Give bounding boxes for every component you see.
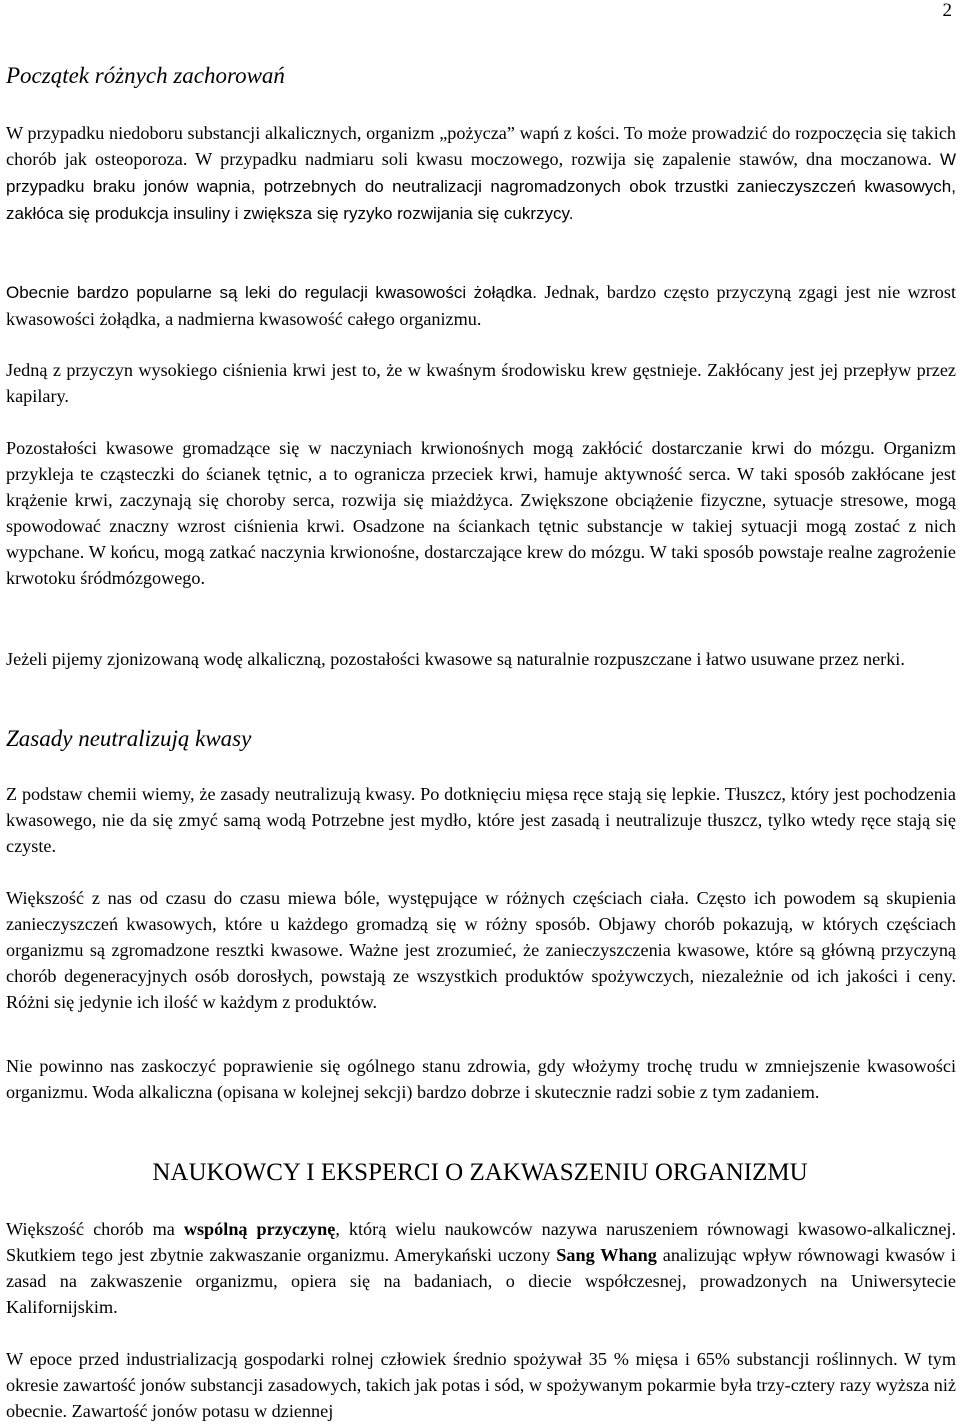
section-heading-diseases: Początek różnych zachorowań [6,63,285,88]
paragraph-calcium-sans: W przypadku braku jonów wapnia, potrzebnych do neutralizacji nagromadzonych obok trzustki zanieczyszczeń kwasowych, zakłóca się produkcja insuliny i zwiększa się ryzyko rozwijania się cukrzycy. [6,150,957,223]
paragraph-health: Nie powinno nas zaskoczyć poprawienie się ogólnego stanu zdrowia, gdy włożymy trochę trudu w zmniejszenie kwasowości organizmu. Woda alkaliczna (opisana w kolejnej sekcji) bardzo dobrze i skutecznie radzi sobie z tym zadaniem. [6,1056,956,1102]
paragraph-calcium [6,120,956,227]
common-cause-text-a: Większość chorób ma [6,1219,184,1239]
paragraph-common-cause [6,1216,956,1320]
paragraph-chemistry: Z podstaw chemii wiemy, że zasady neutralizują kwasy. Po dotknięciu mięsa ręce stają się lepkie. Tłuszcz, który jest pochodzenia kwasowego, nie da się zmyć samą wodą Potrzebne jest mydło, które jest zasadą i neutralizuje tłuszcz, tylko wtedy ręce stają się czyste. [6,784,956,856]
page-number: 2 [942,0,952,21]
common-cause-text-c: analizując wpływ równowagi kwasów i zasad na zakwaszenie organizmu, opiera się na badaniach, o diecie współczesnej, prowadzonych na Uniwersytecie Kalifornijskim. [6,1245,956,1317]
common-cause-text-b: , którą wielu naukowców nazywa naruszeniem równowagi kwasowo-alkalicznej. Skutkiem tego jest zbytnie zakwaszanie organizmu. Amerykański uczony [6,1219,957,1265]
paragraph-diet-history: W epoce przed industrializacją gospodarki rolnej człowiek średnio spożywał 35 % mięsa i 65% substancji roślinnych. W tym okresie zawartość jonów substancji zasadowych, takich jak potas i sód, w spożywanym pokarmie była trzy-cztery razy wyższa niż obecnie. Zawartość jonów potasu w dziennej [6,1349,956,1421]
paragraph-pains: Większość z nas od czasu do czasu miewa bóle, występujące w różnych częściach ciała. Często ich powodem są skupienia zanieczyszczeń kwasowych, które u każdego gromadzą się w różny sposób. Objawy chorób pokazują, w których częściach organizmu są zgromadzone resztki kwasowe. Ważne jest zrozumieć, że zanieczyszczenia kwasowe, które są główną przyczyną chorób degeneracyjnych osób dorosłych, powstają ze wszystkich produktów spożywczych, niezależnie od ich jakości i ceny. Różni się jedynie ich ilość w każdym z produktów. [6,888,956,1012]
paragraph-stomach-serif: Jednak, bardzo często przyczyną zgagi jest nie wzrost kwasowości żołądka, a nadmierna kwasowość całego organizmu. [6,282,956,329]
paragraph-stomach-sans: Obecnie bardzo popularne są leki do regulacji kwasowości żołądka. [6,283,537,302]
section-heading-bases: Zasady neutralizują kwasy [6,726,252,751]
section-heading-scientists: NAUKOWCY I EKSPERCI O ZAKWASZENIU ORGANIZMU [152,1159,808,1186]
scientist-name: Sang Whang [556,1245,657,1265]
paragraph-blood-pressure: Jedną z przyczyn wysokiego ciśnienia krwi jest to, że w kwaśnym środowisku krew gęstnieje. Zakłócany jest jej przepływ przez kapilary. [6,360,956,406]
paragraph-acid-residues: Pozostałości kwasowe gromadzące się w naczyniach krwionośnych mogą zakłócić dostarczanie krwi do mózgu. Organizm przykleja te cząsteczki do ścianek tętnic, a to ogranicza przeciek krwi, hamuje aktywność serca. W taki sposób zakłócane jest krążenie krwi, zaczynają się choroby serca, rozwija się miażdżyca. Zwiększone obciążenie fizyczne, sytuacje stresowe, mogą spowodować znaczny wzrost ciśnienia krwi. Osadzone na ściankach tętnic substancje w takiej sytuacji mogą zostać z nich wypchane. W końcu, mogą zatkać naczynia krwionośne, dostarczające krew do mózgu. W taki sposób powstaje realne zagrożenie krwotoku śródmózgowego. [6,438,956,588]
paragraph-stomach [6,279,956,332]
common-cause-bold: wspólną przyczynę [183,1219,336,1239]
paragraph-alkaline-water: Jeżeli pijemy zjonizowaną wodę alkaliczną, pozostałości kwasowe są naturalnie rozpuszczane i łatwo usuwane przez nerki. [6,649,905,669]
paragraph-calcium-serif: W przypadku niedoboru substancji alkalicznych, organizm „pożycza” wapń z kości. To może prowadzić do rozpoczęcia się takich chorób jak osteoporoza. W przypadku nadmiaru soli kwasu moczowego, rozwija się zapalenie stawów, dna moczanowa. [6,123,956,169]
